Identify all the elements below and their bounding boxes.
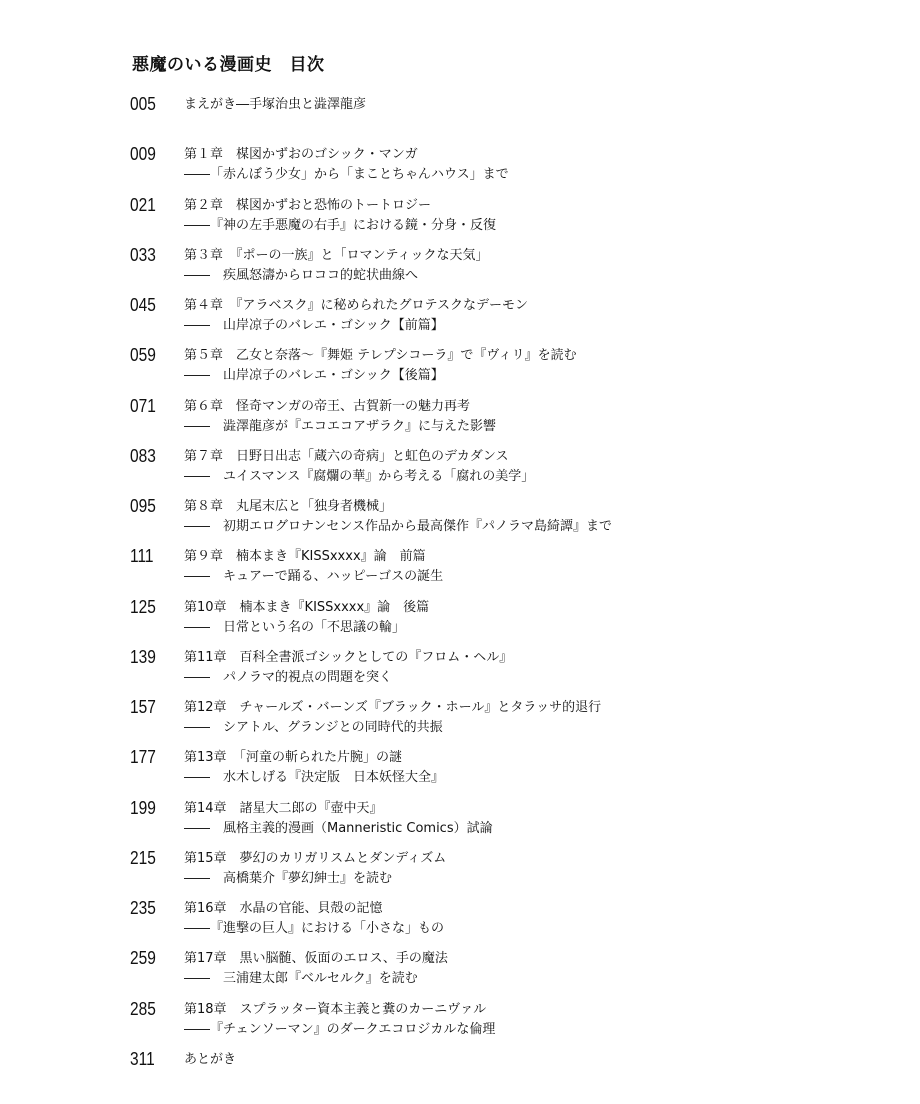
toc-entry	[130, 596, 790, 649]
page-number: 285	[130, 998, 156, 1019]
page-number: 071	[130, 395, 156, 416]
page-title: 悪魔のいる漫画史 目次	[132, 55, 325, 75]
page-number: 177	[130, 747, 156, 768]
chapter-subtitle: ―― 三浦建太郎『ベルセルク』を読む	[184, 971, 418, 987]
toc-entry	[130, 749, 790, 799]
page-number: 059	[130, 345, 156, 366]
chapter-subtitle: ―― 高橋葉介『夢幻紳士』を読む	[184, 870, 393, 886]
page-number: 199	[130, 797, 156, 818]
chapter-title: 第17章 黒い脳髄、仮面のエロス、手の魔法	[184, 951, 448, 967]
chapter-subtitle: ―― ユイスマンス『腐爛の華』から考える「腐れの美学」	[184, 468, 535, 484]
chapter-subtitle: ―― キュアーで踊る、ハッピーゴスの誕生	[184, 569, 444, 585]
chapter-title: 第12章 チャールズ・バーンズ『ブラック・ホール』とタラッサ的退行	[184, 700, 602, 715]
chapter-title: 第11章 百科全書派ゴシックとしての『フロム・ヘル』	[184, 649, 513, 665]
chapter-title: 第１章 楳図かずおのゴシック・マンガ	[184, 147, 418, 163]
chapter-title: 第８章 丸尾末広と「独身者機械」	[184, 499, 393, 514]
chapter-title: まえがき―手塚治虫と澁澤龍彦	[184, 97, 367, 112]
page-number: 311	[130, 1048, 155, 1069]
toc-entry	[130, 146, 790, 196]
toc-entry	[130, 548, 790, 598]
chapter-subtitle: ――『進撃の巨人』における「小さな」もの	[184, 921, 445, 936]
chapter-subtitle: ――『チェンソーマン』のダークエコロジカルな倫理	[184, 1021, 496, 1037]
toc-entry	[130, 498, 790, 548]
toc-entry	[130, 445, 790, 498]
chapter-title: 第７章 日野日出志「蔵六の奇病」と虹色のデカダンス	[184, 448, 509, 464]
chapter-subtitle: ―― 山岸凉子のバレエ・ゴシック【後篇】	[184, 368, 444, 384]
chapter-subtitle: ―― パノラマ的視点の問題を突く	[184, 669, 393, 685]
chapter-title: 第10章 楠本まき『KISSxxxx』論 後篇	[184, 599, 430, 615]
toc-entry	[130, 96, 790, 146]
toc-entry	[130, 297, 790, 347]
chapter-subtitle: ―― 日常という名の「不思議の輪」	[184, 619, 406, 635]
page-number: 009	[130, 144, 156, 165]
toc-entry	[130, 347, 790, 397]
toc-entry	[130, 797, 790, 850]
chapter-subtitle: ―― シアトル、グランジとの同時代的共振	[184, 720, 443, 735]
table-of-contents	[130, 96, 790, 1101]
toc-entry	[130, 950, 790, 1000]
page-number: 095	[130, 496, 156, 516]
page-number: 111	[130, 546, 154, 567]
chapter-title: あとがき	[184, 1051, 237, 1067]
chapter-title: 第13章 「河童の斬られた片腕」の謎	[184, 750, 403, 766]
toc-entry	[130, 646, 790, 699]
toc-entry	[130, 847, 790, 900]
chapter-title: 第５章 乙女と奈落～『舞姫 テレプシコーラ』で『ヴィリ』を読む	[184, 348, 577, 364]
toc-entry	[130, 699, 790, 749]
page-number: 021	[130, 194, 156, 215]
toc-entry	[130, 998, 790, 1051]
page-number: 235	[130, 898, 156, 918]
page-number: 045	[130, 295, 156, 315]
page-number: 215	[130, 847, 156, 868]
chapter-title: 第３章 『ポーの一族』と「ロマンティックな天気」	[184, 247, 489, 263]
chapter-subtitle: ―― 水木しげる『決定版 日本妖怪大全』	[184, 770, 445, 786]
chapter-subtitle: ――『神の左手悪魔の右手』における鏡・分身・反復	[184, 217, 497, 233]
chapter-title: 第14章 諸星大二郎の『壺中天』	[184, 800, 383, 816]
page-number: 033	[130, 244, 156, 265]
page-number: 259	[130, 948, 156, 969]
chapter-title: 第９章 楠本まき『KISSxxxx』論 前篇	[184, 549, 426, 565]
chapter-title: 第２章 楳図かずおと恐怖のトートロジー	[184, 197, 432, 213]
page-number: 157	[130, 697, 156, 717]
chapter-subtitle: ――「赤んぼう少女」から「まことちゃんハウス」まで	[184, 167, 509, 183]
toc-entry	[130, 194, 790, 247]
chapter-subtitle: ―― 疾風怒濤からロココ的蛇状曲線へ	[184, 267, 419, 283]
page-number: 083	[130, 445, 156, 466]
chapter-subtitle: ―― 初期エログロナンセンス作品から最高傑作『パノラマ島綺譚』まで	[184, 519, 612, 534]
toc-entry	[130, 244, 790, 297]
toc-entry	[130, 1048, 790, 1101]
chapter-title: 第15章 夢幻のカリガリスムとダンディズム	[184, 850, 447, 866]
chapter-title: 第18章 スプラッター資本主義と糞のカーニヴァル	[184, 1001, 487, 1017]
page-number: 139	[130, 646, 156, 667]
toc-entry	[130, 900, 790, 950]
page-number: 125	[130, 596, 156, 617]
toc-entry	[130, 395, 790, 448]
chapter-subtitle: ―― 澁澤龍彦が『エコエコアザラク』に与えた影響	[184, 418, 497, 434]
chapter-subtitle: ―― 山岸凉子のバレエ・ゴシック【前篇】	[184, 318, 444, 333]
chapter-title: 第６章 怪奇マンガの帝王、古賀新一の魅力再考	[184, 398, 471, 414]
chapter-title: 第４章 『アラベスク』に秘められたグロテスクなデーモン	[184, 298, 528, 313]
page-number: 005	[130, 94, 156, 114]
chapter-title: 第16章 水晶の官能、貝殻の記憶	[184, 901, 383, 916]
chapter-subtitle: ―― 風格主義的漫画（Manneristic Comics）試論	[184, 820, 493, 836]
